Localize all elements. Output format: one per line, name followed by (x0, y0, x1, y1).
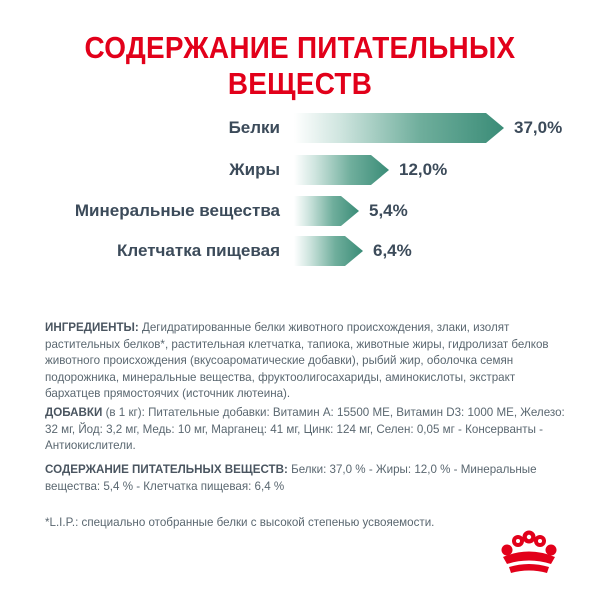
page-title: СОДЕРЖАНИЕ ПИТАТЕЛЬНЫХ ВЕЩЕСТВ (84, 30, 516, 101)
bar (294, 236, 363, 266)
category-label: Клетчатка пищевая (117, 241, 280, 260)
category-label: Минеральные вещества (74, 201, 280, 220)
bar (294, 155, 389, 185)
nutrients-text: Белки: 37,0 % - Жиры: 12,0 % - Минеральные вещества: 5,4 % - Клетчатка пищевая: 6,4 % (45, 463, 537, 493)
ingredients-label: ИНГРЕДИЕНТЫ: (45, 321, 139, 334)
category-label: Жиры (229, 160, 280, 179)
category-label: Белки (228, 118, 280, 137)
value-label: 6,4% (373, 241, 412, 260)
value-label: 12,0% (399, 160, 448, 179)
royal-canin-crown-icon (500, 530, 558, 576)
ingredients-text: Дегидратированные белки животного происхождения, злаки, изолят растительных белков*, растительная клетчатка, тапиока, животные жиры, гидролизат белков животного происхождения (вкусоароматические добавки), рыбий жир, оболочка семян подорожника, минеральные вещества, фруктоолигосахариды, аминокислоты, экстракт бархатцев прямостоячих (источник лютеина). (45, 321, 549, 401)
chart-row (0, 155, 600, 185)
nutrients-label: СОДЕРЖАНИЕ ПИТАТЕЛЬНЫХ ВЕЩЕСТВ: (45, 463, 288, 476)
chart-row (0, 196, 600, 226)
value-label: 5,4% (369, 201, 408, 220)
bar (294, 113, 504, 143)
chart-row (0, 113, 600, 143)
ingredients-paragraph (45, 320, 565, 403)
additives-label-suffix: (в 1 кг): (105, 406, 145, 419)
value-label: 37,0% (514, 118, 563, 137)
chart-row (0, 236, 600, 266)
footnote: *L.I.P.: специально отобранные белки с высокой степенью усвояемости. (45, 516, 435, 529)
bar (294, 196, 359, 226)
additives-label: ДОБАВКИ (45, 406, 103, 419)
additives-text: Питательные добавки: Витамин А: 15500 МЕ, Витамин D3: 1000 МЕ, Железо: 32 мг, Йод: 3,2 мг, Медь: 10 мг, Марганец: 41 мг, Цинк: 124 мг, Селен: 0,05 мг - Консерванты - Антиокислители. (45, 406, 565, 453)
additives-paragraph (45, 405, 565, 455)
nutrients-paragraph (45, 462, 565, 495)
